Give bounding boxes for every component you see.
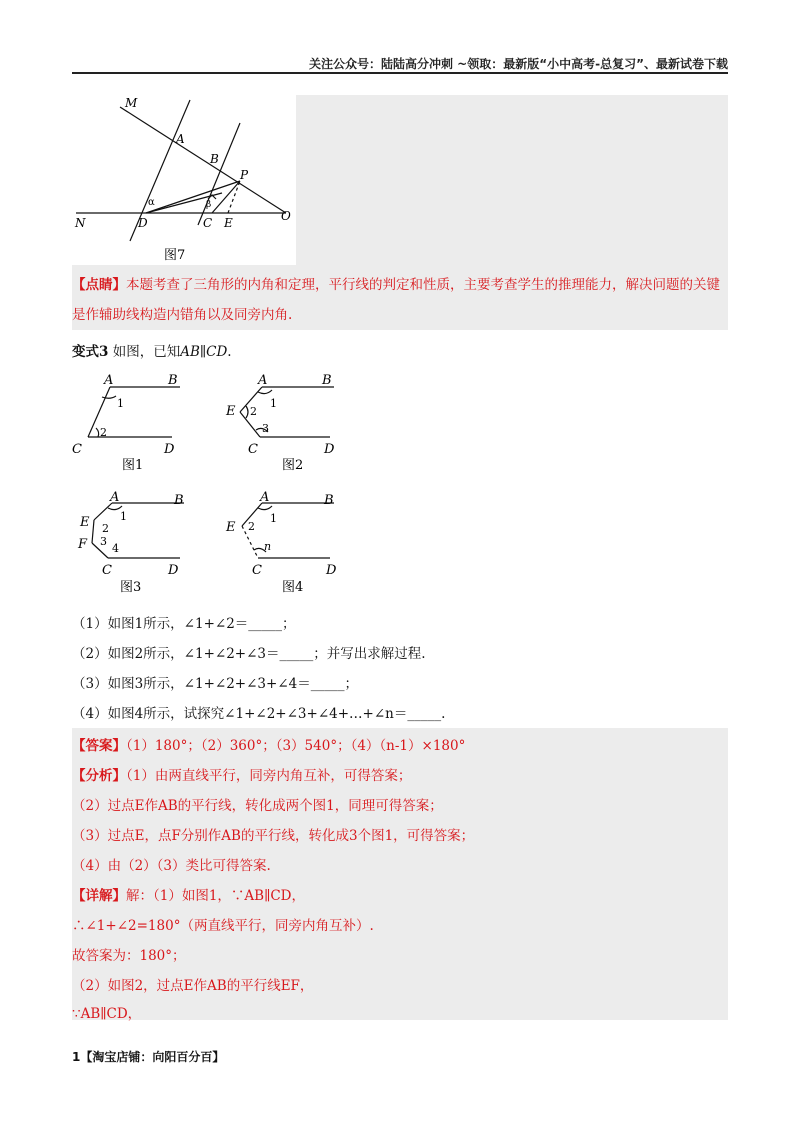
figure-7-caption: 图7 [164, 248, 186, 263]
label-M: M [125, 96, 138, 110]
variant-stem-math: AB∥CD [180, 344, 228, 360]
fig3-label-F: F [78, 537, 88, 552]
question-2 [72, 642, 426, 662]
fig4-label-E: E [226, 520, 236, 535]
fig1-label-C: C [72, 442, 82, 457]
fig3-label-B: B [174, 493, 184, 508]
fig4-label-B: B [324, 493, 334, 508]
question-1-blank: _____ [248, 616, 283, 632]
fig4-angle-2: 2 [248, 520, 255, 533]
question-4-blank: _____ [407, 706, 442, 722]
fig3-angle-3: 3 [100, 535, 107, 548]
question-2-blank: _____ [279, 646, 314, 662]
detail-text-1: 解：（1）如图1，∵AB∥CD， [126, 888, 305, 904]
answer-tag: 【答案】 [72, 738, 126, 754]
answer-line [72, 734, 465, 754]
fig4-label-D: D [326, 563, 337, 578]
page-header: 关注公众号：陆陆高分冲刺 ~领取：最新版“小中高考-总复习”、最新试卷下载 [309, 57, 728, 71]
fig3-label-C: C [102, 563, 112, 578]
analysis-text-1: （1）由两直线平行，同旁内角互补，可得答案； [126, 768, 412, 784]
analysis-line-4: （4）由（2）（3）类比可得答案. [72, 858, 271, 874]
answer-text: （1）180°；（2）360°；（3）540°；（4）（n-1）×180° [126, 738, 466, 754]
detail-line-2: ∴∠1+∠2=180°（两直线平行，同旁内角互补）. [72, 918, 374, 934]
fig3-label-D: D [168, 563, 179, 578]
figure-7 [72, 95, 296, 265]
label-P: P [240, 168, 249, 182]
fig3-label-E: E [80, 515, 90, 530]
question-1-end: ； [282, 616, 296, 632]
fig2-label-A: A [258, 373, 268, 388]
fig2-label-D: D [324, 442, 335, 457]
label-A: A [176, 132, 185, 146]
question-4 [72, 702, 445, 722]
fig2-angle-1: 1 [270, 397, 277, 410]
fig4-label-A: A [260, 490, 270, 505]
variant-stem-suffix: . [227, 344, 232, 360]
dianjing-text: 本题考查了三角形的内角和定理，平行线的判定和性质，主要考查学生的推理能力，解决问题的关键是作辅助线构造内错角以及同旁内角. [72, 277, 720, 323]
label-beta: β [206, 200, 212, 210]
label-B: B [210, 152, 219, 166]
question-3-text: （3）如图3所示，∠1+∠2+∠3+∠4＝ [72, 676, 311, 692]
variant-stem [72, 340, 232, 360]
detail-line-4: （2）如图2，过点E作AB的平行线EF， [72, 978, 314, 994]
fig1-label-B: B [168, 373, 178, 388]
fig4-angle-1: 1 [270, 512, 277, 525]
variant-title: 变式3 [72, 344, 109, 360]
fig1-caption: 图1 [122, 458, 144, 473]
dianjing-tag: 【点睛】 [72, 277, 126, 293]
question-1-text: （1）如图1所示，∠1+∠2＝ [72, 616, 249, 632]
detail-line-5: ∵AB∥CD， [72, 1006, 142, 1022]
question-3-end: ； [344, 676, 358, 692]
label-C: C [203, 216, 213, 230]
figure-2 [222, 370, 352, 475]
fig4-label-C: C [252, 563, 262, 578]
label-D: D [138, 216, 148, 230]
fig2-label-E: E [226, 404, 236, 419]
detail-line-1 [72, 884, 305, 904]
figure-1 [72, 370, 192, 475]
fig3-angle-2: 2 [102, 522, 109, 535]
question-3-blank: _____ [310, 676, 345, 692]
fig2-angle-2: 2 [250, 405, 257, 418]
question-1 [72, 612, 296, 632]
variant-stem-prefix: 如图，已知 [112, 344, 181, 360]
fig1-angle-1: 1 [117, 397, 124, 410]
label-O: O [281, 209, 291, 223]
fig2-label-B: B [322, 373, 332, 388]
figure-4 [222, 488, 352, 593]
question-4-end: . [441, 706, 446, 722]
header-divider [72, 72, 728, 74]
detail-tag: 【详解】 [72, 888, 126, 904]
question-2-end: ；并写出求解过程. [313, 646, 426, 662]
label-E: E [224, 216, 233, 230]
fig4-angle-n: n [264, 540, 272, 553]
label-N: N [75, 216, 86, 230]
detail-line-3: 故答案为：180°； [72, 948, 186, 964]
fig3-label-A: A [110, 490, 120, 505]
analysis-line-3: （3）过点E，点F分别作AB的平行线，转化成3个图1，可得答案； [72, 828, 475, 844]
fig2-caption: 图2 [282, 458, 304, 473]
fig1-label-D: D [164, 442, 175, 457]
fig1-label-A: A [104, 373, 114, 388]
fig3-angle-1: 1 [120, 510, 127, 523]
fig2-label-C: C [248, 442, 258, 457]
question-2-text: （2）如图2所示，∠1+∠2+∠3＝ [72, 646, 280, 662]
question-3 [72, 672, 358, 692]
fig3-angle-4: 4 [112, 542, 119, 555]
question-4-text: （4）如图4所示，试探究∠1+∠2+∠3+∠4+…+∠n＝ [72, 706, 408, 722]
fig4-caption: 图4 [282, 580, 304, 593]
page-footer: 1【淘宝店铺：向阳百分百】 [72, 1050, 225, 1064]
analysis-tag: 【分析】 [72, 768, 126, 784]
fig2-angle-3: 3 [262, 422, 269, 435]
figure-3 [72, 488, 202, 593]
dianjing-paragraph [72, 270, 728, 330]
label-alpha: α [148, 197, 155, 208]
analysis-line-2: （2）过点E作AB的平行线，转化成两个图1，同理可得答案； [72, 798, 443, 814]
fig1-angle-2: 2 [100, 426, 107, 439]
analysis-line-1 [72, 764, 411, 784]
fig3-caption: 图3 [120, 580, 142, 593]
